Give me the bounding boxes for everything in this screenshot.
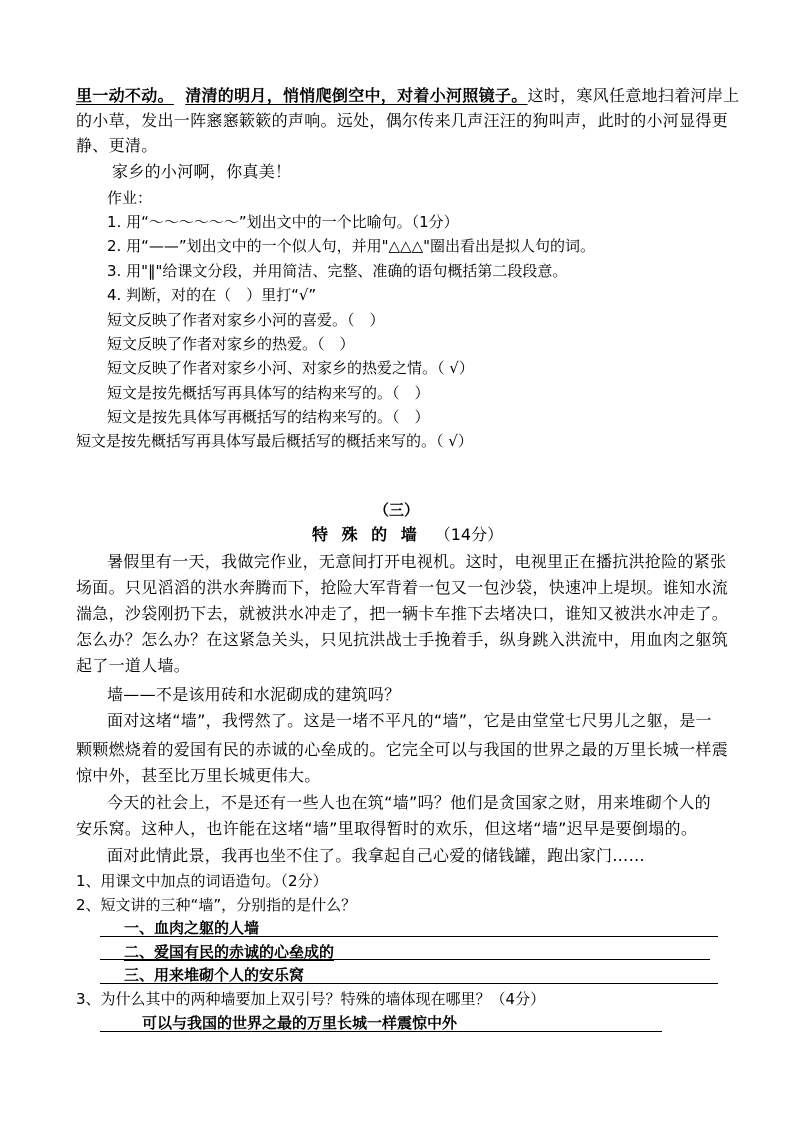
judge-item-2: 短文反映了作者对家乡的热爱。（ ） (107, 335, 355, 353)
section-title (312, 525, 503, 545)
passage-line-1 (76, 86, 739, 106)
judge-item-4: 短文是按先概括写再具体写的结构来写的。（ ） (107, 384, 430, 402)
answer-3: 可以与我国的世界之最的万里长城一样震惊中外 (142, 1014, 458, 1032)
passage-line-3: 静、更清。 (76, 136, 158, 155)
story-p1-line5: 起了一道人墙。 (76, 656, 191, 675)
story-p4-line1: 今天的社会上，不是还有一些人也在筑“墙”吗？他们是贪国家之财，用来堆砌个人的 (107, 793, 711, 812)
story-p1-line3: 湍急，沙袋刚扔下去，就被洪水冲走了，把一辆卡车推下去堵决口，谁知又被洪水冲走了。 (76, 604, 729, 623)
section-number: （三） (374, 501, 420, 519)
bold-phrase-a: 里一动不动。 (76, 86, 174, 105)
title-text: 特 殊 的 墙 (312, 525, 421, 544)
story-p3-line2: 颗颗燃烧着的爱国有民的赤诚的心垒成的。它完全可以与我国的世界之最的万里长城一样震 (76, 740, 729, 759)
judge-item-1: 短文反映了作者对家乡小河的喜爱。（ ） (107, 311, 385, 329)
passage-line-4: 家乡的小河啊，你真美！ (112, 162, 292, 181)
homework-q2: 2. 用“——”划出文中的一个似人句，并用"△△△"圈出看出是拟人句的词。 (107, 237, 596, 255)
question-3: 3、为什么其中的两种墙要加上双引号？特殊的墙体现在哪里？（4分） (76, 990, 546, 1008)
story-p1-line4: 怎么办？怎么办？在这紧急关头，只见抗洪战士手挽着手，纵身跳入洪流中，用血肉之躯筑 (76, 630, 729, 649)
story-p2: 墙——不是该用砖和水泥砌成的建筑吗？ (107, 685, 401, 704)
question-1: 1、用课文中加点的词语造句。（2分） (76, 872, 328, 890)
homework-label: 作业： (107, 189, 153, 207)
story-p5: 面对此情此景，我再也坐不住了。我拿起自己心爱的储钱罐，跑出家门…… (107, 846, 645, 865)
story-p3-line3: 惊中外，甚至比万里长城更伟大。 (76, 766, 321, 785)
question-2: 2、短文讲的三种“墙”，分别指的是什么？ (76, 896, 357, 914)
bold-phrase-b: 清清的明月，悄悄爬倒空中，对着小河照镜子。 (185, 86, 528, 105)
title-score: （14分） (434, 525, 504, 544)
passage-line-2: 的小草，发出一阵窸窸簌簌的声响。远处，偶尔传来几声汪汪的狗叫声，此时的小河显得更 (76, 111, 729, 130)
story-p1-line1: 暑假里有一天，我做完作业，无意间打开电视机。这时，电视里正在播抗洪抢险的紧张 (107, 552, 727, 571)
story-p1-line2: 场面。只见滔滔的洪水奔腾而下，抢险大军背着一包又一包沙袋，快速冲上堤坝。谁知水流 (76, 578, 729, 597)
judge-item-6: 短文是按先概括写再具体写最后概括写的概括来写的。（ √） (76, 432, 473, 450)
answer-2-3: 三、用来堆砌个人的安乐窝 (124, 966, 305, 984)
story-p3-line1: 面对这堵“墙”，我愕然了。这是一堵不平凡的“墙”，它是由堂堂七尺男儿之躯，是一 (107, 711, 712, 730)
line1-rest: 这时，寒风任意地扫着河岸上 (527, 86, 740, 105)
homework-q4: 4. 判断，对的在（ ）里打“√” (107, 286, 317, 304)
answer-2-2: 二、爱国有民的赤诚的心垒成的 (124, 943, 335, 961)
judge-item-3: 短文反映了作者对家乡小河、对家乡的热爱之情。（ √） (107, 359, 474, 377)
homework-q1: 1. 用“～～～～～～”划出文中的一个比喻句。（1分） (107, 213, 459, 231)
judge-item-5: 短文是按先具体写再概括写的结构来写的。（ ） (107, 408, 430, 426)
answer-2-1: 一、血肉之躯的人墙 (124, 919, 260, 937)
homework-q3: 3. 用"‖"给课文分段，并用简洁、完整、准确的语句概括第二段段意。 (107, 262, 568, 280)
story-p4-line2: 安乐窝。这种人，也许能在这堵“墙”里取得暂时的欢乐，但这堵“墙”迟早是要倒塌的。 (76, 819, 698, 838)
